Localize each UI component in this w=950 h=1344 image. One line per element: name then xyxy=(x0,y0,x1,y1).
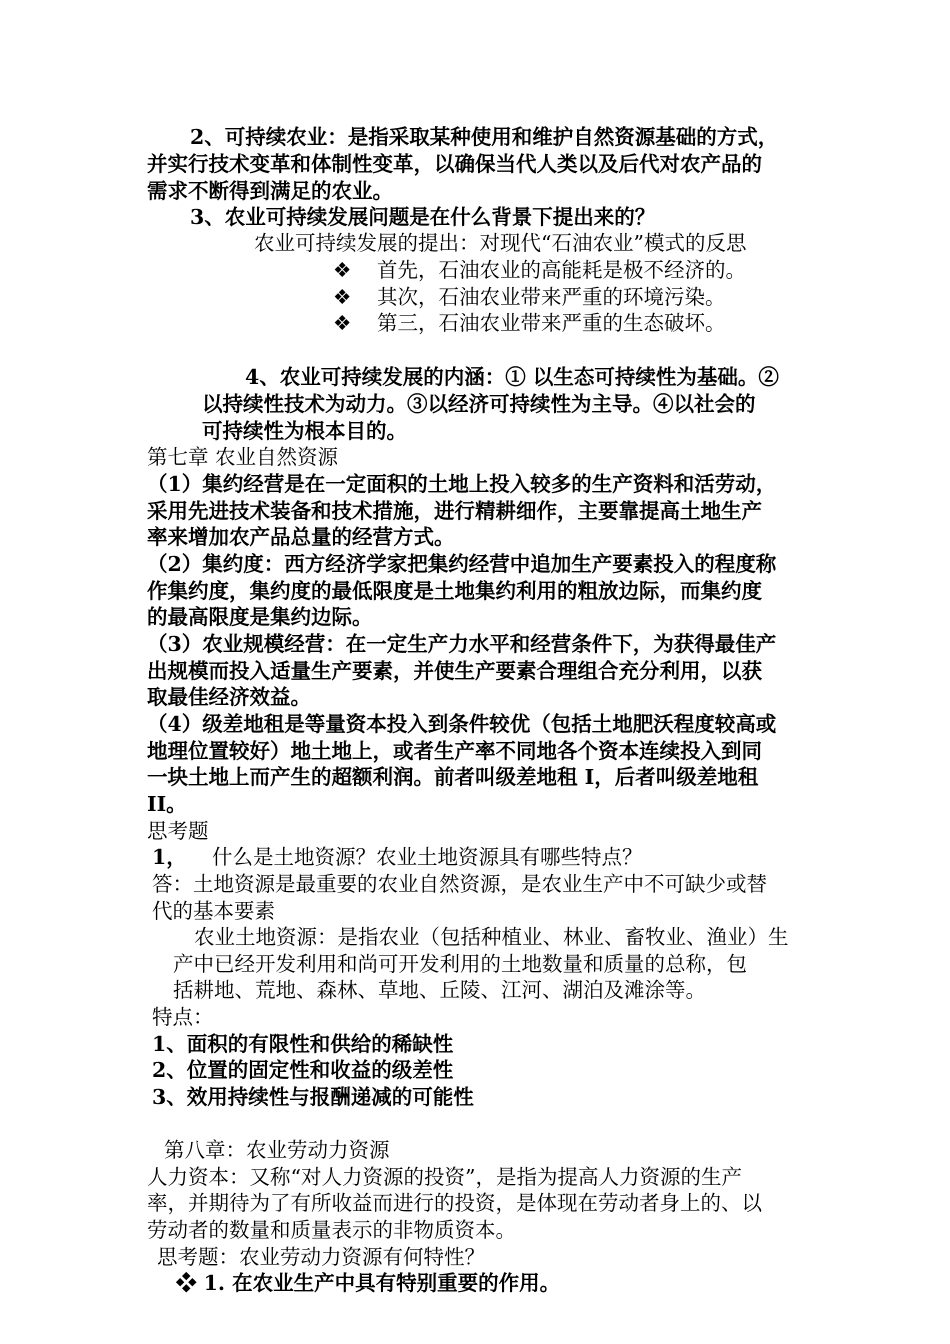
diamond-bullet-icon: ❖ xyxy=(176,1271,197,1295)
human-capital-line-2: 率，并期待为了有所收益而进行的投资，是体现在劳动者身上的、以 xyxy=(147,1191,762,1215)
agri-land-line-2: 产中已经开发利用和尚可开发利用的土地数量和质量的总称，包 xyxy=(173,952,747,976)
ch7-def2-line-3: 的最高限度是集约边际。 xyxy=(147,605,373,629)
chapter7-title: 第七章 农业自然资源 xyxy=(147,445,339,469)
diamond-bullet-icon: ❖ xyxy=(333,285,352,309)
ch7-def4-line-2: 地理位置较好）地土地上，或者生产率不同地各个资本连续投入到同 xyxy=(147,739,762,763)
answer-line-1: 答：土地资源是最重要的农业自然资源，是农业生产中不可缺少或替 xyxy=(152,872,767,896)
ch7-def1-line-2: 采用先进技术装备和技术措施，进行精耕细作，主要靠提高土地生产 xyxy=(147,499,762,523)
bullet-item-2 xyxy=(333,284,726,311)
diamond-bullet-icon: ❖ xyxy=(333,258,352,282)
question-3: 3、农业可持续发展问题是在什么背景下提出来的？ xyxy=(190,205,656,229)
bullet-item-3 xyxy=(333,310,726,337)
ch7-def3-line-2: 出规模而投入适量生产要素，并使生产要素合理组合充分利用，以获 xyxy=(147,659,762,683)
question-1-number: 1， xyxy=(152,845,187,869)
bullet-item-1 xyxy=(333,257,746,284)
chapter8-title: 第八章：农业劳动力资源 xyxy=(164,1138,390,1162)
ch7-def3-line-3: 取最佳经济效益。 xyxy=(147,685,311,709)
question-1-text: 什么是土地资源？农业土地资源具有哪些特点？ xyxy=(212,845,643,869)
connotation-line-3: 可持续性为根本目的。 xyxy=(202,419,407,443)
agri-land-line-1: 农业土地资源：是指农业（包括种植业、林业、畜牧业、渔业）生 xyxy=(194,925,789,949)
features-title: 特点： xyxy=(152,1005,214,1029)
agri-land-line-3: 括耕地、荒地、森林、草地、丘陵、江河、湖泊及滩涂等。 xyxy=(173,978,706,1002)
ch7-def4-line-4: II。 xyxy=(147,792,187,816)
connotation-line-2: 以持续性技术为动力。③以经济可持续性为主导。④以社会的 xyxy=(202,392,756,416)
ch8-item-1-text: 1. 在农业生产中具有特别重要的作用。 xyxy=(203,1271,561,1295)
ch7-def3-line-1: （3）农业规模经营：在一定生产力水平和经营条件下，为获得最佳产 xyxy=(147,632,777,656)
bullet-text-1: 首先，石油农业的高能耗是极不经济的。 xyxy=(377,258,746,282)
ch7-def2-line-1: （2）集约度：西方经济学家把集约经营中追加生产要素投入的程度称 xyxy=(147,552,777,576)
ch7-def4-line-1: （4）级差地租是等量资本投入到条件较优（包括土地肥沃程度较高或 xyxy=(147,712,777,736)
ch8-think-question: 思考题：农业劳动力资源有何特性？ xyxy=(157,1245,485,1269)
human-capital-line-3: 劳动者的数量和质量表示的非物质资本。 xyxy=(147,1218,516,1242)
ch7-def1-line-1: （1）集约经营是在一定面积的土地上投入较多的生产资料和活劳动， xyxy=(147,472,777,496)
answer-line-2: 代的基本要素 xyxy=(152,899,275,923)
bullet-text-3: 第三，石油农业带来严重的生态破坏。 xyxy=(377,311,726,335)
connotation-line-1: 4、农业可持续发展的内涵：① 以生态可持续性为基础。② xyxy=(245,365,779,389)
human-capital-line-1: 人力资本：又称“对人力资源的投资”，是指为提高人力资源的生产 xyxy=(147,1165,742,1189)
diamond-bullet-icon: ❖ xyxy=(333,311,352,335)
think-title: 思考题 xyxy=(147,819,209,843)
ch7-def1-line-3: 率来增加农产品总量的经营方式。 xyxy=(147,525,455,549)
sustainable-def-line-1: 2、可持续农业：是指采取某种使用和维护自然资源基础的方式， xyxy=(190,125,779,149)
feature-1: 1、面积的有限性和供给的稀缺性 xyxy=(152,1032,454,1056)
feature-2: 2、位置的固定性和收益的级差性 xyxy=(152,1058,454,1082)
sustainable-def-line-2: 并实行技术变革和体制性变革，以确保当代人类以及后代对农产品的 xyxy=(147,152,762,176)
sustainable-def-line-3: 需求不断得到满足的农业。 xyxy=(147,179,393,203)
ch8-item-1 xyxy=(176,1270,560,1297)
bullet-text-2: 其次，石油农业带来严重的环境污染。 xyxy=(377,285,726,309)
proposal-line: 农业可持续发展的提出：对现代“石油农业”模式的反思 xyxy=(254,231,747,255)
feature-3: 3、效用持续性与报酬递减的可能性 xyxy=(152,1085,474,1109)
ch7-def2-line-2: 作集约度，集约度的最低限度是土地集约利用的粗放边际，而集约度 xyxy=(147,579,762,603)
ch7-def4-line-3: 一块土地上而产生的超额利润。前者叫级差地租 I，后者叫级差地租 xyxy=(147,765,759,789)
